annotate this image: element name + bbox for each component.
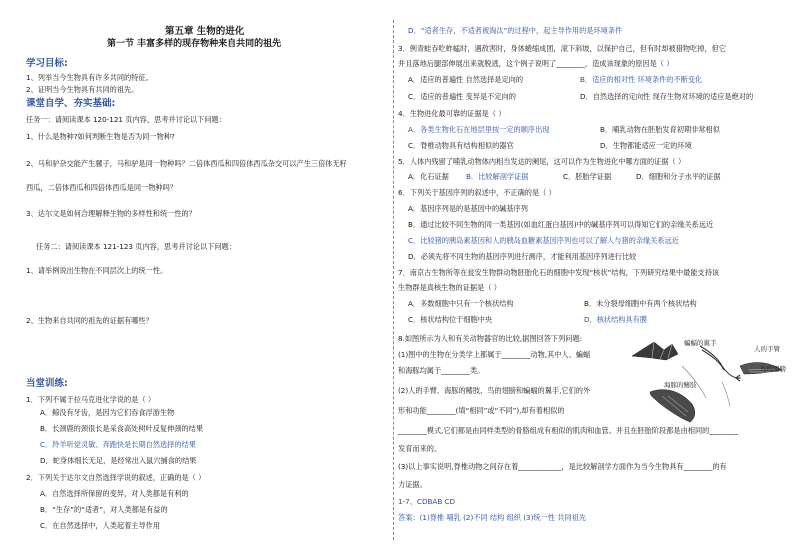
practice-4-option-c: C．脊椎动物具有结构相似的器官 (408, 141, 514, 150)
practice-2-option-a: A．自然选择所保留的变异，对人类都是有利的 (40, 489, 189, 498)
practice-3-line2: 并且落地后腿部伸展出来就脱逃，这个例子说明了________，造成该现象的原因是（ ） (398, 59, 674, 68)
dolphin-flipper-label: 海豚的鳍肢 (664, 381, 697, 389)
goal-2: 2、证明当今生物具有共同的祖先。 (26, 85, 139, 94)
practice-1-option-c: C．羚羊听觉灵敏、奔跑快是长期自然选择的结果 (40, 440, 196, 449)
practice-5-option-a: A．化石证据 (408, 172, 449, 181)
bat-wing-label: 蝙蝠的翼手 (684, 339, 717, 347)
task-1: 任务一：请阅读课本 120-121 页内容，思考并讨论以下问题： (26, 115, 226, 124)
practice-8-part2-line1: (2)人的手臂、海豚的鳍肢、鸟的翅膀和蝙蝠的翼手,它们的外 (398, 386, 591, 395)
practice-6-option-b: B．通过比较不同生物的同一类基因(如血红蛋白基因)中的碱基序列可以得知它们的亲缘关系远近 (408, 220, 714, 229)
question-2-line1: 2、马和驴杂交能产生骡子，马和驴是同一物种吗？二倍体西瓜和四倍体西瓜杂交可以产生三倍体无籽 (26, 159, 347, 168)
practice-3-option-d: D．自然选择的定向性 现存生物对环境的适应是绝对的 (580, 92, 754, 101)
practice-3-option-a: A．适应的普遍性 自然选择是定向的 (408, 75, 524, 84)
question-5: 2、生物来自共同的祖先的证据有哪些？ (26, 316, 153, 325)
left-column (0, 0, 392, 560)
practice-2-option-d: D．“适者生存，不适者被淘汰”的过程中，起主导作用的是环境条件 (408, 26, 623, 35)
self-study-heading: 课堂自学、夯实基础: (26, 98, 116, 109)
practice-7-option-b: B．未分裂母细胞中有两个核状结构 (584, 299, 697, 308)
practice-7-line1: 7．南京古生物所等在瓮安生物群动物胚胎化石的细胞中发现“核状”结构，下列研究结果中最能支持该 (398, 268, 720, 277)
human-arm-icon (700, 346, 741, 381)
dolphin-flipper-icon (650, 390, 695, 422)
practice-8-part3-line1: (3)以上事实说明,脊椎动物之间存在着____________，是比较解剖学方面作为当今生物具有________的有 (398, 462, 727, 471)
practice-4: 4．生物进化最可靠的证据是（ ） (398, 109, 506, 118)
practice-5-option-d: D．细胞和分子水平的证据 (636, 172, 721, 181)
question-4: 1、请举例说出生物在不同层次上的统一性。 (26, 266, 168, 275)
practice-5-option-b: B．比较解剖学证据 (466, 172, 529, 181)
human-arm-label: 人的手臂 (754, 345, 780, 353)
practice-7-line2: 生物群是真核生物的证据是（ ） (398, 283, 501, 292)
practice-8-part3-line2: 力证据。 (398, 480, 427, 489)
practice-1-option-d: D．蛇身体细长无足，是经常出入鼠穴捕食的结果 (40, 456, 197, 465)
practice-2: 2．下列关于达尔文自然选择学说的叙述，正确的是（ ） (26, 473, 206, 482)
practice-4-option-d: D．生物都能适应一定的环境 (600, 141, 692, 150)
practice-3-line1: 3．例青蛙吞吃蚱蜢时，遇敌害时，身体蜷缩成团，滚下斜坡，以保护自己，但有时却被猎物吃掉，但它 (398, 44, 727, 53)
bird-wing-label: 鸟的翅膀 (760, 365, 786, 373)
goal-1: 1、列举当今生物具有许多共同的特征。 (26, 73, 153, 82)
practice-1-option-b: B．长颈鹿的颈很长是采食高处树叶反复伸颈的结果 (40, 424, 204, 433)
practice-4-option-b: B．哺乳动物在胚胎发育初期非常相似 (600, 125, 720, 134)
practice-5-option-c: C．胚胎学证据 (563, 172, 612, 181)
task-2: 任务二：请阅读课本 121-123 页内容，思考并讨论以下问题： (36, 242, 236, 251)
practice-8-part2-line2: 形和功能________(填“相同”或“不同”),却有着相似的 (398, 406, 565, 415)
column-divider (393, 20, 394, 540)
practice-3-option-c: C．适应的普遍性 变异是不定向的 (408, 92, 516, 101)
question-1: 1、什么是物种?如何判断生物是否为同一物种? (26, 132, 175, 141)
practice-6-option-a: A．基因序列是的是基因中的碱基序列 (408, 204, 528, 213)
practice-8-part2-line3: ________模式,它们都是由同样类型的骨胳组成有相似的肌肉和血管。并且在胚胎阶段都是由相同的________ (398, 426, 739, 435)
practice-8-part1-line1: (1)图中的生物在分类学上都属于________动物,其中人、蝙蝠 (398, 350, 591, 359)
practice-3-option-b: B．适应的相对性 环境条件的不断变化 (580, 75, 703, 84)
practice-7-option-a: A．多数细胞中只有一个核状结构 (408, 299, 514, 308)
practice-6-option-c: C．比较猪的胰岛素基因和人的胰岛血糖素基因序列也可以了解人与猪的亲缘关系远近 (408, 236, 679, 245)
chapter-title: 第五章 生物的进化 (165, 26, 245, 37)
practice-8-part2-line4: 发育而来的。 (398, 444, 442, 453)
bat-wing-icon (632, 342, 678, 360)
practice-6-option-d: D．必须先将不同生物的基因序列进行测序，才能利用基因序列进行比较 (408, 252, 637, 261)
practice-1: 1．下列不属于拉马克进化学说的是（ ） (26, 395, 156, 404)
answer-key-line: 1-7、CDBAB CD (398, 497, 456, 506)
section-title: 第一节 丰富多样的现存物种来自共同的祖先 (107, 39, 282, 49)
practice-5: 5．人体内残留了哺乳动物体内相当发达的阑尾，这可以作为生物进化中哪方面的证据（ ） (398, 157, 686, 166)
practice-7-option-d: D．核状结构具有膜 (584, 315, 648, 324)
question-3: 3、达尔文是如何合理解释生物的多样性和统一性的？ (26, 209, 196, 218)
practice-8: 8.如图所示为人和有关动物器官的比较,据图回答下列问题: (398, 334, 583, 343)
practice-2-option-c: C．在自然选择中，人类起着主导作用 (40, 521, 161, 530)
practice-2-option-b: B．“生存”的“适者”，对人类都是有益的 (40, 505, 168, 514)
practice-7-option-c: C．核状结构位于细胞中央 (408, 315, 493, 324)
practice-8-part1-line2: 和海豚均属于________类。 (398, 366, 485, 375)
practice-6: 6．下列关于基因序列的叙述中，不正确的是（ ） (398, 188, 556, 197)
right-column (398, 0, 794, 560)
practice-4-option-a: A．各类生物化石在地层里按一定的顺序出现 (408, 125, 550, 134)
practice-1-option-a: A．鲸没有牙齿，是因为它们吞食浮游生物 (40, 408, 175, 417)
answer-line: 答案：(1)脊椎 哺乳 (2)不同 结构 组织 (3)统一性 共同祖先 (398, 513, 587, 522)
limb-comparison-figure (622, 336, 790, 428)
question-2-line2: 西瓜，二倍体西瓜和四倍体西瓜是同一物种吗？ (26, 183, 177, 192)
practice-heading: 当堂训练: (26, 378, 68, 389)
goals-heading: 学习目标: (26, 58, 68, 69)
